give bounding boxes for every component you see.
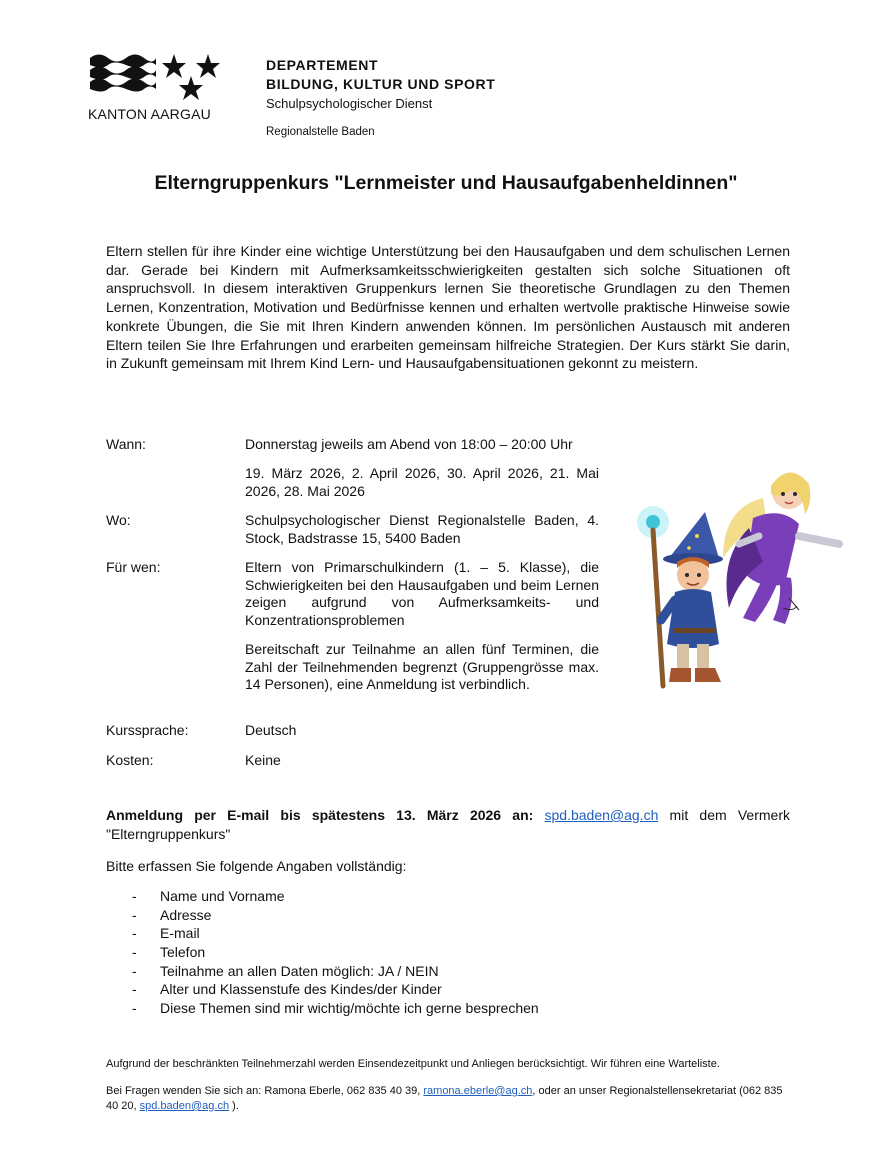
list-item: - Name und Vorname bbox=[132, 888, 285, 904]
list-item: - Telefon bbox=[132, 944, 206, 961]
when-label: Wann: bbox=[106, 436, 146, 452]
kanton-aargau-logo bbox=[88, 52, 228, 124]
language-label: Kurssprache: bbox=[106, 722, 189, 738]
list-item: - Teilnahme an allen Daten möglich: JA / NEIN bbox=[132, 962, 439, 979]
registration-suffix: mit dem Vermerk "Elterngruppenkurs" bbox=[106, 807, 790, 842]
when-time: Donnerstag jeweils am Abend von 18:00 – 20:00 Uhr bbox=[245, 436, 573, 452]
contact-note: Bei Fragen wenden Sie sich an: Ramona Eberle, 062 835 40 39, ramona.eberle@ag.ch, oder an unser Regionalstellensekretariat (062 835 40 20, spd.baden@ag.ch ). bbox=[106, 1085, 783, 1112]
wizard-and-superhero-illustration bbox=[613, 458, 851, 690]
department-line2: BILDUNG, KULTUR UND SPORT bbox=[266, 76, 496, 92]
service-name: Schulpsychologischer Dienst bbox=[266, 96, 433, 111]
who-label: Für wen: bbox=[106, 559, 161, 575]
who-note: Bereitschaft zur Teilnahme an allen fünf Terminen, die Zahl der Teilnehmenden begrenzt (Gruppengrösse max. 14 Personen), eine Anmeldung ist verbindlich. bbox=[245, 641, 599, 692]
registration-email-link[interactable]: spd.baden@ag.ch bbox=[544, 807, 659, 823]
list-item: - Adresse bbox=[132, 906, 212, 923]
list-item: - Alter und Klassenstufe des Kindes/der Kinder bbox=[132, 981, 442, 998]
where-value: Schulpsychologischer Dienst Regionalstelle Baden, 4. Stock, Badstrasse 15, 5400 Baden bbox=[245, 512, 599, 546]
waitlist-note: Aufgrund der beschränkten Teilnehmerzahl werden Einsendezeitpunkt und Anliegen berücksichtigt. Wir führen eine Warteliste. bbox=[106, 1058, 720, 1070]
logo-text: KANTON AARGAU bbox=[88, 106, 211, 122]
aargau-waves-stars-icon bbox=[88, 52, 228, 104]
cost-value: Keine bbox=[245, 752, 281, 768]
intro-paragraph: Eltern stellen für ihre Kinder eine wichtige Unterstützung bei den Hausaufgaben und dem schulischen Lernen dar. Gerade bei Kindern mit Aufmerksamkeitsschwierigkeiten gestalten sich solche Situationen oft anspruchsvoll. In diesem interaktiven Gruppenkurs lernen Sie theoretische Grundlagen zu den Themen Lernen, Konzentration, Motivation und Bedürfnisse kennen und erhalten wertvolle praktische Hinweise sowie konkrete Übungen, die Sie mit Ihren Kindern anwenden können. Im persönlichen Austausch mit anderen Eltern teilen Sie Ihre Erfahrungen und erarbeiten gemeinsam hilfreiche Strategien. Der Kurs stärkt Sie darin, in Zukunft gemeinsam mit Ihrem Kind Lern- und Hausaufgabensituationen gekonnt zu meistern. bbox=[106, 243, 790, 372]
secretariat-email-link[interactable]: spd.baden@ag.ch bbox=[139, 1100, 230, 1112]
list-item: - E-mail bbox=[132, 925, 200, 942]
language-value: Deutsch bbox=[245, 722, 297, 738]
registration-deadline: Anmeldung per E-mail bis spätestens 13. März 2026 an: bbox=[106, 807, 534, 823]
list-item: - Diese Themen sind mir wichtig/möchte ich gerne besprechen bbox=[132, 1000, 539, 1017]
department-line1: DEPARTEMENT bbox=[266, 57, 379, 73]
regional-office: Regionalstelle Baden bbox=[266, 126, 375, 138]
cost-label: Kosten: bbox=[106, 752, 154, 768]
registration-paragraph bbox=[106, 806, 790, 843]
department-block bbox=[266, 56, 495, 113]
instruction-text: Bitte erfassen Sie folgende Angaben vollständig: bbox=[106, 858, 407, 874]
required-info-list bbox=[106, 887, 539, 1018]
where-label: Wo: bbox=[106, 512, 131, 528]
when-dates: 19. März 2026, 2. April 2026, 30. April 2026, 21. Mai 2026, 28. Mai 2026 bbox=[245, 465, 599, 499]
who-value: Eltern von Primarschulkindern (1. – 5. Klasse), die Schwierigkeiten bei den Hausaufgaben und beim Lernen zeigen aufgrund von Aufmerksamkeits- und Konzentrationsproblemen bbox=[245, 559, 599, 628]
page-title: Elterngruppenkurs "Lernmeister und Hausaufgabenheldinnen" bbox=[154, 172, 738, 194]
contact-email-link[interactable]: ramona.eberle@ag.ch bbox=[423, 1085, 533, 1097]
